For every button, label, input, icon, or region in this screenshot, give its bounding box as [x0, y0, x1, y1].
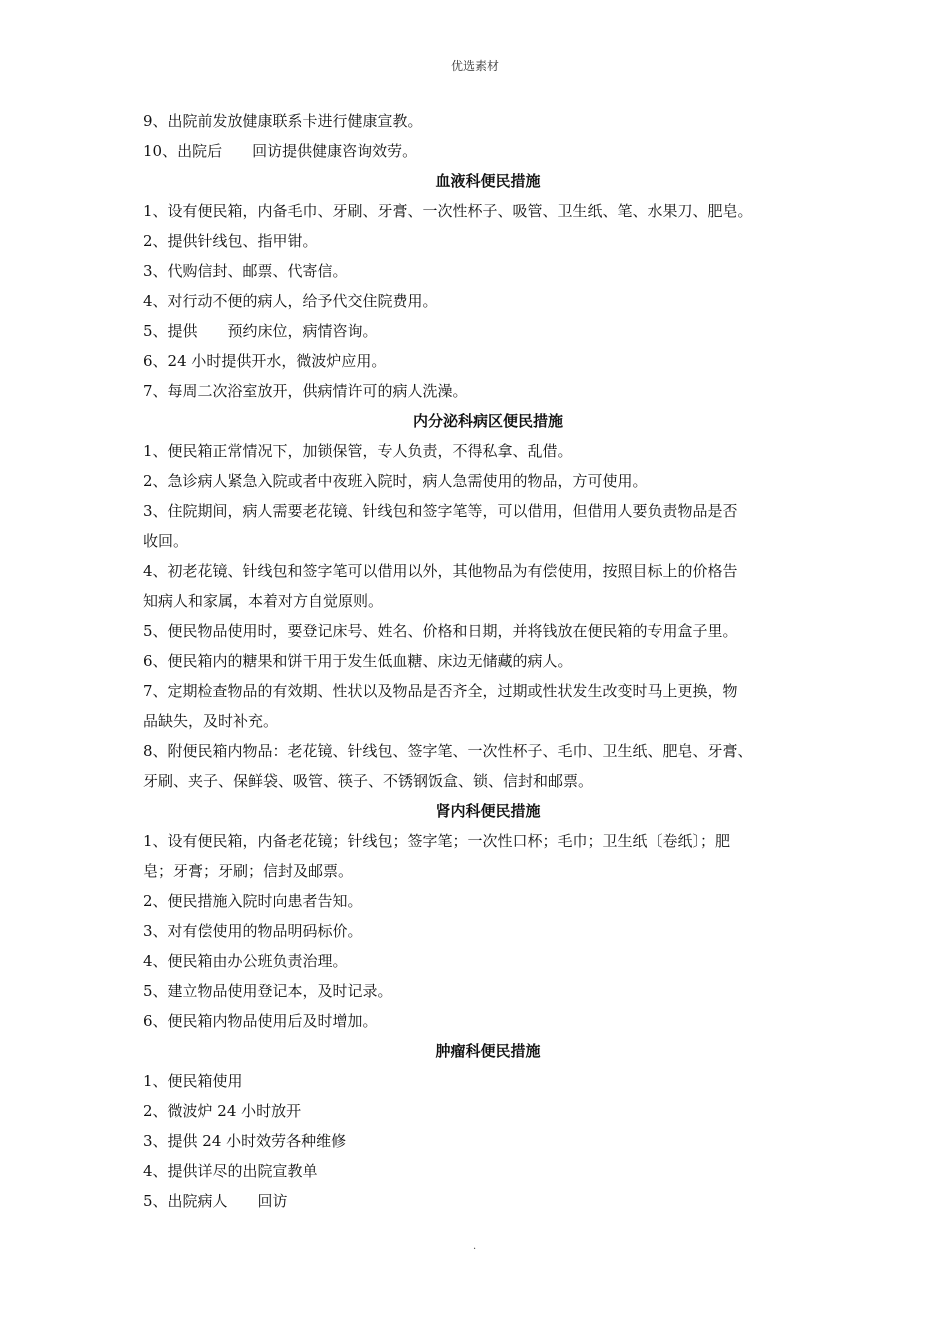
- text-line: 5、便民物品使用时，要登记床号、姓名、价格和日期，并将钱放在便民箱的专用盒子里。: [143, 622, 738, 640]
- text-line: 6、便民箱内的糖果和饼干用于发生低血糖、床边无储藏的病人。: [143, 652, 573, 670]
- text-line: 1、设有便民箱，内备老花镜；针线包；签字笔；一次性口杯；毛巾；卫生纸〔卷纸〕；肥: [143, 832, 731, 850]
- text-line: 8、附便民箱内物品：老花镜、针线包、签字笔、一次性杯子、毛巾、卫生纸、肥皂、牙膏、: [143, 742, 753, 760]
- text-line: 10、出院后 回访提供健康咨询效劳。: [143, 142, 418, 160]
- section-title: 肾内科便民措施: [435, 802, 541, 820]
- text-line: 4、便民箱由办公班负责治理。: [143, 952, 348, 970]
- text-line: 3、代购信封、邮票、代寄信。: [143, 262, 348, 280]
- text-line: 3、提供 24 小时效劳各种维修: [143, 1132, 347, 1150]
- text-line: 1、便民箱正常情况下，加锁保管，专人负责，不得私拿、乱借。: [143, 442, 573, 460]
- text-line: 5、提供 预约床位，病情咨询。: [143, 322, 378, 340]
- text-line: 7、定期检查物品的有效期、性状以及物品是否齐全，过期或性状发生改变时马上更换，物: [143, 682, 738, 700]
- text-line: 4、初老花镜、针线包和签字笔可以借用以外，其他物品为有偿使用，按照目标上的价格告: [143, 562, 738, 580]
- text-line: 皂；牙膏；牙刷；信封及邮票。: [143, 862, 354, 880]
- text-line: 知病人和家属，本着对方自觉原则。: [143, 592, 384, 610]
- text-line: 4、对行动不便的病人，给予代交住院费用。: [143, 292, 438, 310]
- text-line: 2、提供针线包、指甲钳。: [143, 232, 318, 250]
- page-footer-mark: .: [473, 1241, 477, 1252]
- text-line: 4、提供详尽的出院宣教单: [143, 1162, 318, 1180]
- section-title: 内分泌科病区便民措施: [412, 412, 563, 430]
- text-line: 1、设有便民箱，内备毛巾、牙刷、牙膏、一次性杯子、吸管、卫生纸、笔、水果刀、肥皂。: [143, 202, 753, 220]
- text-line: 2、急诊病人紧急入院或者中夜班入院时，病人急需使用的物品，方可使用。: [143, 472, 648, 490]
- text-line: 1、便民箱使用: [143, 1072, 243, 1090]
- text-line: 2、微波炉 24 小时放开: [143, 1102, 302, 1120]
- text-line: 2、便民措施入院时向患者告知。: [143, 892, 363, 910]
- text-line: 7、每周二次浴室放开，供病情许可的病人洗澡。: [143, 382, 468, 400]
- text-line: 3、对有偿使用的物品明码标价。: [143, 922, 363, 940]
- text-line: 5、出院病人 回访: [143, 1192, 288, 1210]
- text-line: 3、住院期间，病人需要老花镜、针线包和签字笔等，可以借用，但借用人要负责物品是否: [143, 502, 738, 520]
- text-line: 6、便民箱内物品使用后及时增加。: [143, 1012, 378, 1030]
- text-line: 6、24 小时提供开水，微波炉应用。: [143, 352, 387, 370]
- text-line: 收回。: [143, 532, 189, 550]
- document-body: [143, 106, 833, 1216]
- text-line: 品缺失，及时补充。: [143, 712, 279, 730]
- section-title: 肿瘤科便民措施: [435, 1042, 541, 1060]
- text-line: 牙刷、夹子、保鲜袋、吸管、筷子、不锈钢饭盒、锁、信封和邮票。: [143, 772, 594, 790]
- section-title: 血液科便民措施: [435, 172, 541, 190]
- text-line: 5、建立物品使用登记本，及时记录。: [143, 982, 393, 1000]
- text-line: 9、出院前发放健康联系卡进行健康宣教。: [143, 112, 423, 130]
- page-header: 优选素材: [450, 59, 499, 73]
